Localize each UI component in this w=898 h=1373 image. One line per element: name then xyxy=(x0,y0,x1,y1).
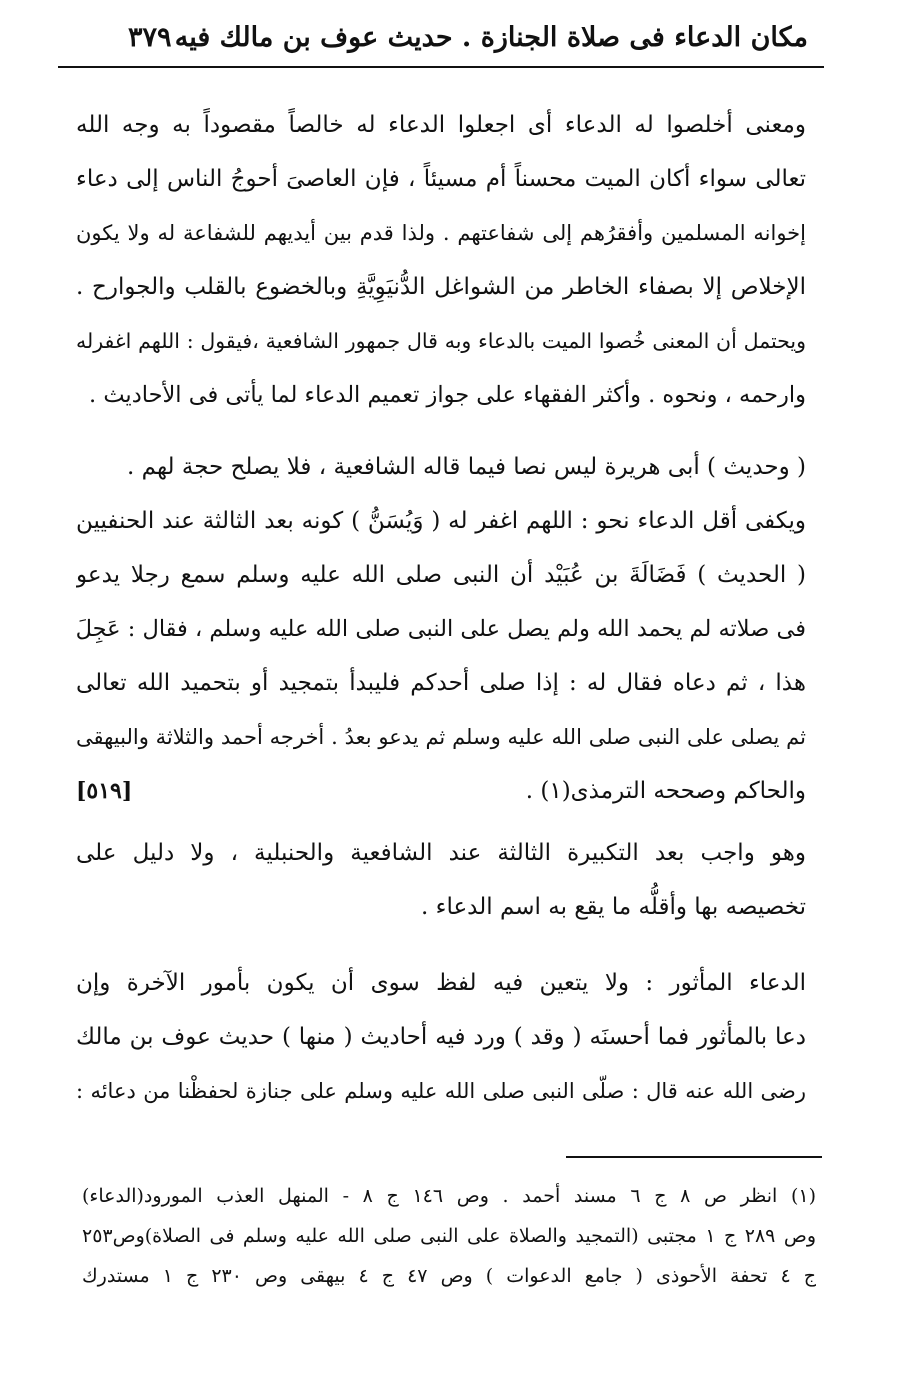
reference-text: والحاكم وصححه الترمذى(١) . xyxy=(525,778,806,804)
text-line: ( وحديث ) أبى هريرة ليس نصا فيما قاله الشافعية ، فلا يصلح حجة لهم . xyxy=(127,454,806,480)
reference-line xyxy=(76,764,806,818)
paragraph-2 xyxy=(76,440,806,818)
text-line: ومعنى أخلصوا له الدعاء أى اجعلوا الدعاء له خالصاً مقصوداً به وجه الله xyxy=(76,112,806,138)
text-line: إخوانه المسلمين وأفقرُهم إلى شفاعتهم . ولذا قدم بين أيديهم للشفاعة له ولا يكون xyxy=(76,221,806,245)
paragraph-1 xyxy=(76,98,806,422)
text-line: ويكفى أقل الدعاء نحو : اللهم اغفر له ( وَيُسَنُّ ) كونه بعد الثالثة عند الحنفيين xyxy=(76,508,806,534)
text-line: هذا ، ثم دعاه فقال له : إذا صلى أحدكم فليبدأ بتمجيد أو بتحميد الله تعالى xyxy=(76,670,806,696)
footnote-rule xyxy=(566,1156,822,1158)
paragraph-3 xyxy=(76,826,806,934)
text-line: ويحتمل أن المعنى خُصوا الميت بالدعاء وبه قال جمهور الشافعية ،فيقول : اللهم اغفرله xyxy=(76,329,806,353)
text-line: تخصيصه بها وأقلُّه ما يقع به اسم الدعاء . xyxy=(421,894,806,920)
text-line: فى صلاته لم يحمد الله ولم يصل على النبى صلى الله عليه وسلم ، فقال : عَجِلَ xyxy=(76,616,806,642)
running-header xyxy=(128,14,808,60)
text-line: ( الحديث ) فَضَالَةَ بن عُبَيْد أن النبى صلى الله عليه وسلم سمع رجلا يدعو xyxy=(76,562,806,588)
paragraph-4 xyxy=(76,956,806,1118)
text-line: وهو واجب بعد التكبيرة الثالثة عند الشافعية والحنبلية ، ولا دليل على xyxy=(76,840,806,866)
text-line: الإخلاص إلا بصفاء الخاطر من الشواغل الدُّنيَوِيَّةِ وبالخضوع بالقلب والجوارح . xyxy=(76,274,806,300)
header-rule xyxy=(58,66,824,68)
text-line: رضى الله عنه قال : صلّى النبى صلى الله عليه وسلم على جنازة لحفظْنا من دعائه : xyxy=(76,1079,806,1103)
footnotes xyxy=(82,1176,816,1296)
text-line: دعا بالمأثور فما أحسنَه ( وقد ) ورد فيه أحاديث ( منها ) حديث عوف بن مالك xyxy=(76,1024,806,1050)
text-line: وارحمه ، ونحوه . وأكثر الفقهاء على جواز تعميم الدعاء لما يأتى فى الأحاديث . xyxy=(89,382,806,408)
running-title: مكان الدعاء فى صلاة الجنازة . حديث عوف بن مالك فيه xyxy=(174,21,808,53)
footnote-line: ج ٤ تحفة الأحوذى ( جامع الدعوات ) وص ٤٧ ج ٤ بيهقى وص ٢٣٠ ج ١ مستدرك xyxy=(82,1265,816,1287)
footnote-line: (١) انظر ص ٨ ج ٦ مسند أحمد . وص ١٤٦ ج ٨ - المنهل العذب المورود(الدعاء) xyxy=(82,1185,816,1207)
hadith-number: [٥١٩] xyxy=(76,778,133,804)
text-line: ثم يصلى على النبى صلى الله عليه وسلم ثم يدعو بعدُ . أخرجه أحمد والثلاثة والبيهقى xyxy=(76,725,806,749)
page-number: ٣٧٩ xyxy=(128,21,172,53)
text-line: تعالى سواء أكان الميت محسناً أم مسيئاً ، فإن العاصىَ أحوجُ الناس إلى دعاء xyxy=(76,166,806,192)
footnote-line: وص ٢٨٩ ج ١ مجتبى (التمجيد والصلاة على النبى صلى الله عليه وسلم فى الصلاة)وص٢٥٣ xyxy=(82,1225,816,1247)
text-line: الدعاء المأثور : ولا يتعين فيه لفظ سوى أن يكون بأمور الآخرة وإن xyxy=(76,970,806,996)
